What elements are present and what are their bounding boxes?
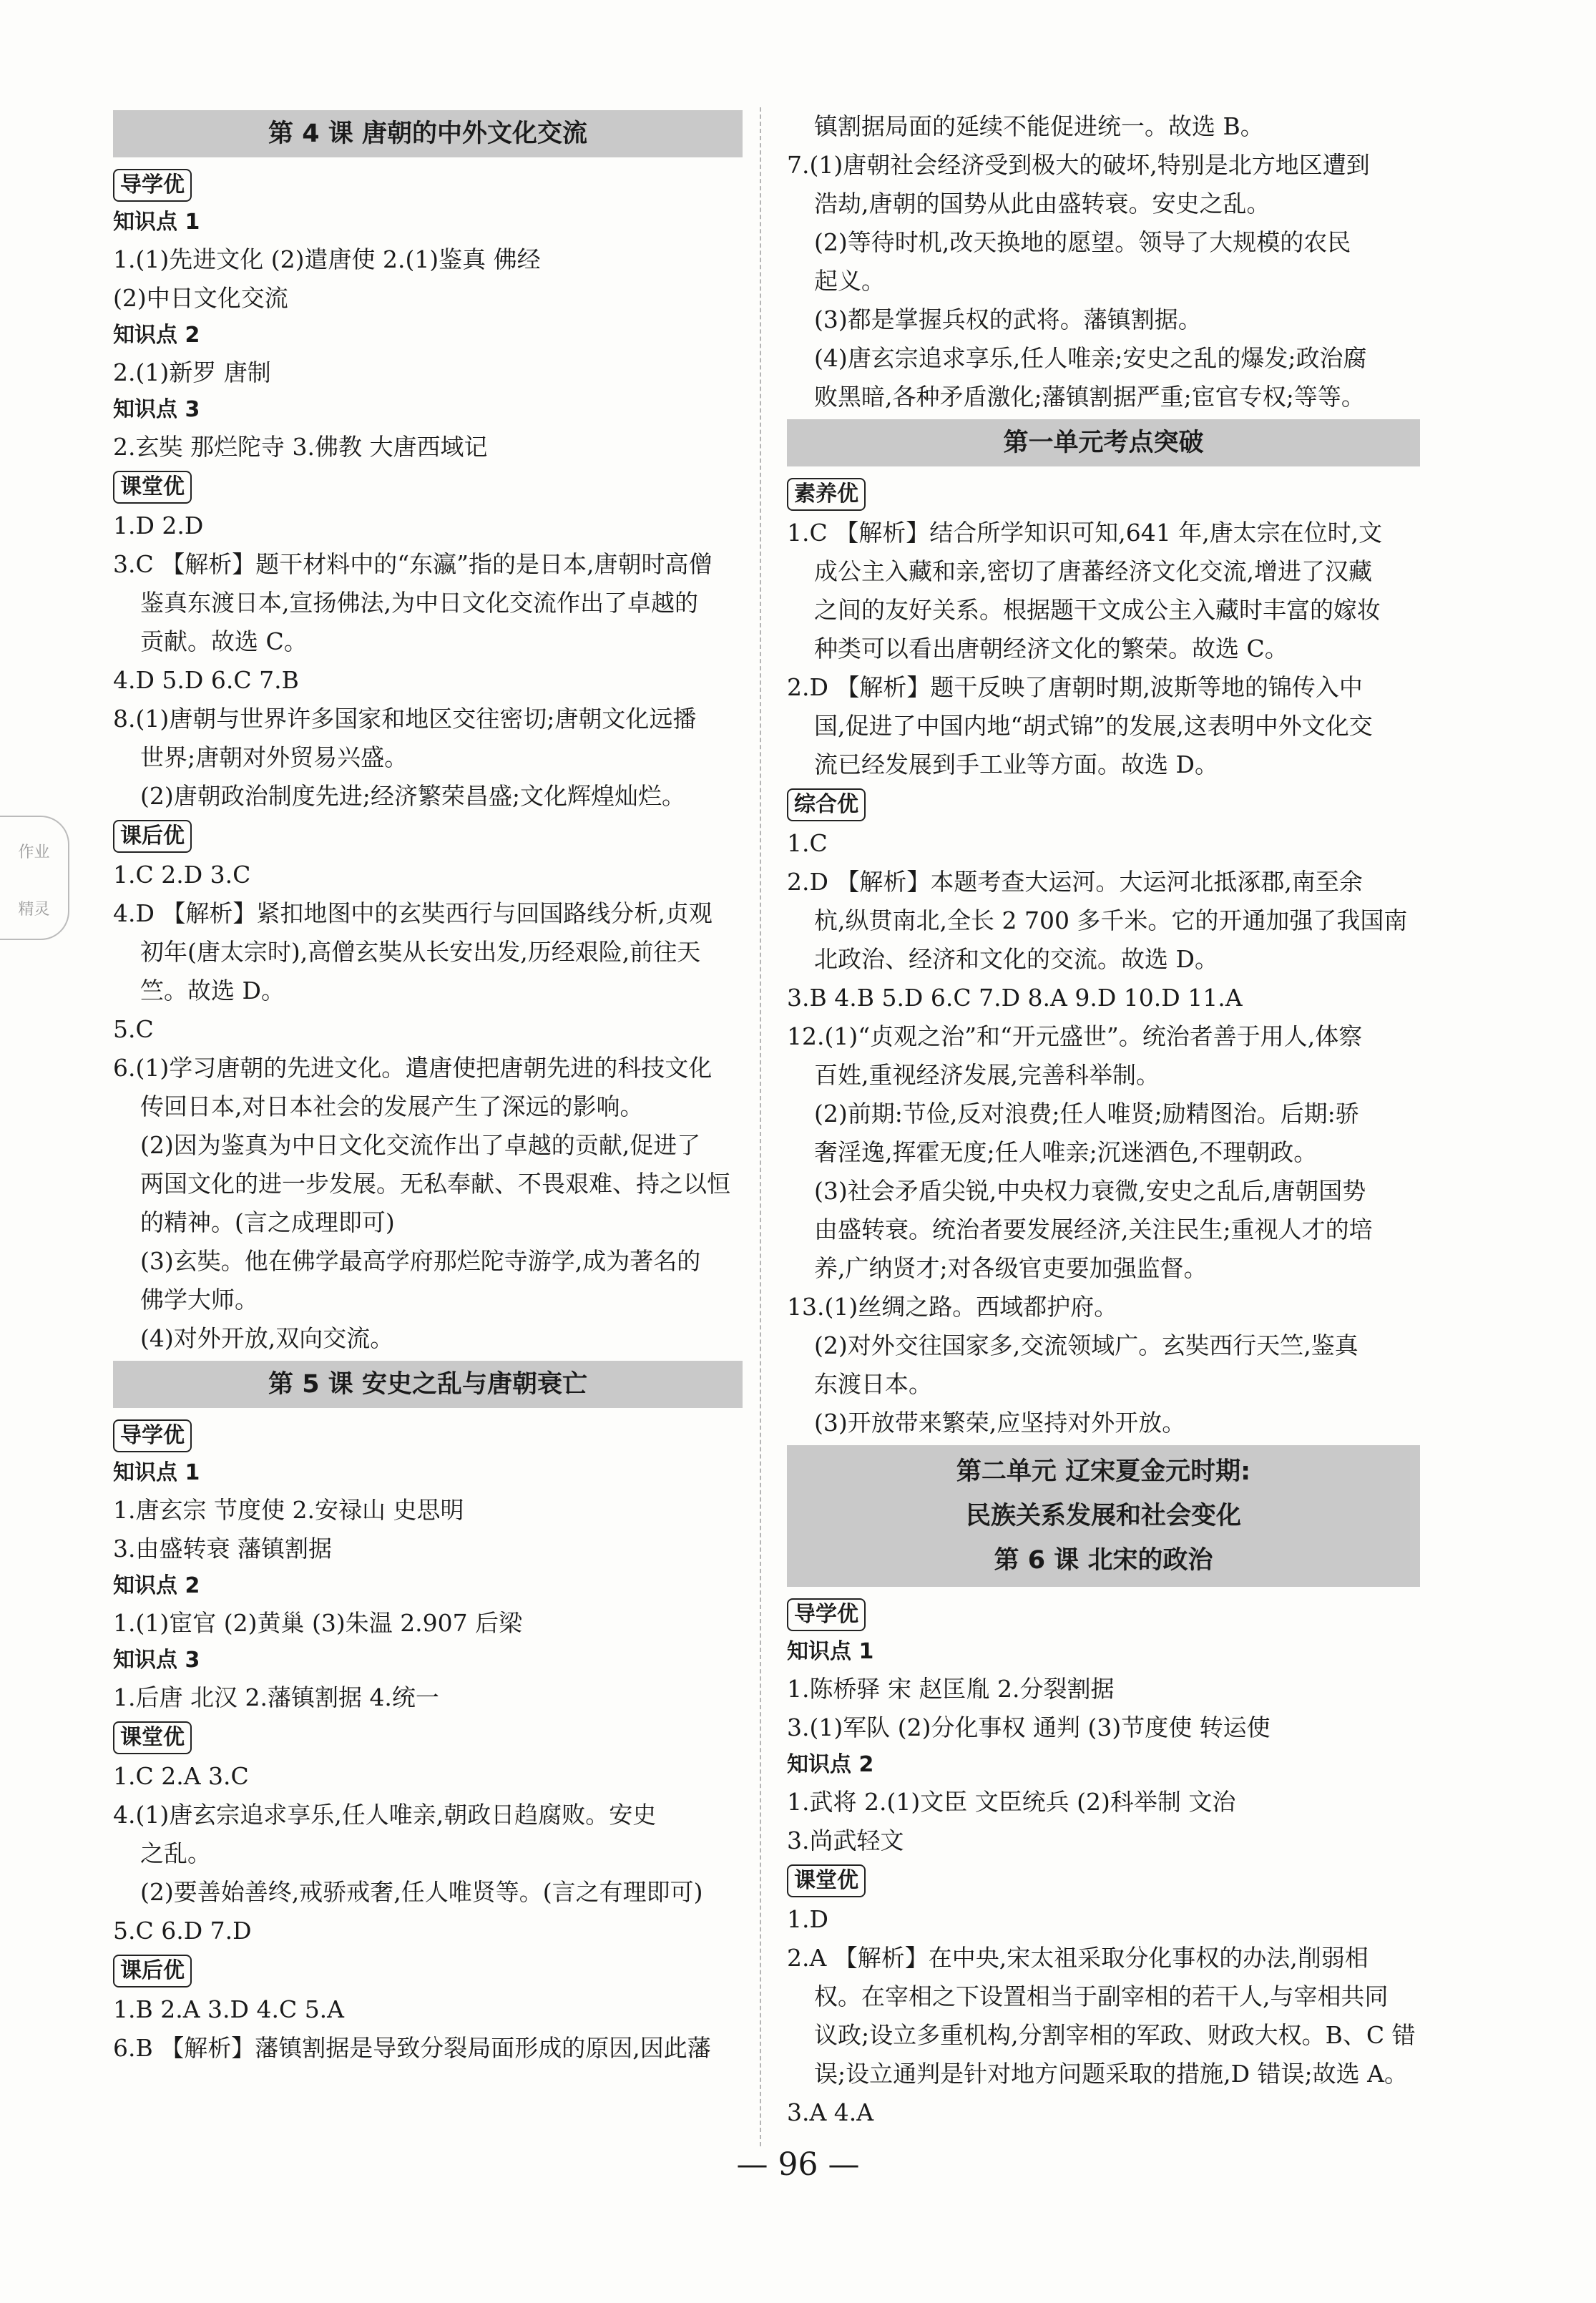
answer-line: 镇割据局面的延续不能促进统一。故选 B。: [814, 112, 1264, 140]
answer-line: (2)前期:节俭,反对浪费;任人唯贤;励精图治。后期:骄: [814, 1100, 1359, 1128]
answer-line: 3.B 4.B 5.D 6.C 7.D 8.A 9.D 10.D 11.A: [787, 984, 1243, 1012]
left-column: [113, 107, 743, 2068]
unit-banner-line: 第 6 课 北宋的政治: [994, 1546, 1213, 1575]
answer-line: 1.C 2.D 3.C: [113, 861, 251, 889]
answer-line: 之间的友好关系。根据题干文成公主入藏时丰富的嫁妆: [814, 596, 1381, 624]
answer-line: 6.B 【解析】藩镇割据是导致分裂局面形成的原因,因此藩: [113, 2034, 711, 2062]
answer-line: 7.(1)唐朝社会经济受到极大的破坏,特别是北方地区遭到: [787, 151, 1370, 179]
answer-line: 2.D 【解析】题干反映了唐朝时期,波斯等地的锦传入中: [787, 673, 1363, 701]
answer-line: 误;设立通判是针对地方问题采取的措施,D 错误;故选 A。: [814, 2060, 1408, 2088]
answer-line: 13.(1)丝绸之路。西域都护府。: [787, 1293, 1118, 1321]
badge-row: [787, 474, 1420, 514]
section-badge: 导学优: [113, 169, 192, 202]
badge-row: [113, 1950, 743, 1990]
answer-line: 北政治、经济和文化的交流。故选 D。: [814, 945, 1218, 973]
answer-line: 奢淫逸,挥霍无度;任人唯亲;沉迷酒色,不理朝政。: [814, 1138, 1318, 1166]
section-banner: 第 5 课 安史之乱与唐朝衰亡: [113, 1361, 743, 1408]
section-badge: 导学优: [787, 1598, 866, 1631]
answer-line: 1.武将 2.(1)文臣 文臣统兵 (2)科举制 文治: [787, 1788, 1236, 1816]
page-number: — 96 —: [736, 2146, 860, 2183]
section-banner: 第一单元考点突破: [787, 419, 1420, 466]
answer-line: 1.D: [787, 1905, 828, 1933]
answer-line: 3.C 【解析】题干材料中的“东瀛”指的是日本,唐朝时高僧: [113, 550, 713, 578]
answer-line: 12.(1)“贞观之治”和“开元盛世”。统治者善于用人,体察: [787, 1022, 1363, 1050]
section-badge: 课后优: [113, 820, 192, 853]
answer-line: 败黑暗,各种矛盾激化;藩镇割据严重;宦官专权;等等。: [814, 383, 1365, 411]
unit-banner: [787, 1445, 1420, 1587]
answer-line: 流已经发展到手工业等方面。故选 D。: [814, 750, 1218, 778]
answer-line: 两国文化的进一步发展。无私奉献、不畏艰难、持之以恒: [140, 1170, 730, 1198]
answer-line: 3.尚武轻文: [787, 1827, 904, 1854]
answer-line: 起义。: [814, 267, 885, 295]
stamp-text-2: 精灵: [18, 901, 50, 919]
answer-line: 8.(1)唐朝与世界许多国家和地区交往密切;唐朝文化远播: [113, 705, 697, 733]
answer-line: 5.C: [113, 1015, 154, 1043]
answer-line: 之乱。: [140, 1839, 211, 1867]
badge-row: [113, 1415, 743, 1455]
answer-line: 养,广纳贤才;对各级官吏要加强监督。: [814, 1254, 1208, 1282]
answer-line: 1.B 2.A 3.D 4.C 5.A: [113, 1995, 345, 2023]
section-badge: 课堂优: [113, 471, 192, 504]
answer-line: (2)中日文化交流: [113, 284, 288, 312]
answer-line: 4.D 5.D 6.C 7.B: [113, 666, 299, 694]
answer-line: 1.唐玄宗 节度使 2.安禄山 史思明: [113, 1496, 464, 1524]
knowledge-point-heading: 知识点 2: [113, 1573, 200, 1598]
answer-line: 5.C 6.D 7.D: [113, 1917, 252, 1945]
answer-line: 的精神。(言之成理即可): [140, 1208, 395, 1236]
answer-line: 1.陈桥驿 宋 赵匡胤 2.分裂割据: [787, 1675, 1115, 1703]
badge-row: [787, 784, 1420, 824]
answer-line: 百姓,重视经济发展,完善科举制。: [814, 1061, 1160, 1089]
section-badge: 素养优: [787, 478, 866, 511]
answer-line: (4)对外开放,双向交流。: [140, 1324, 394, 1352]
answer-line: 1.C: [787, 829, 828, 857]
answer-line: 1.(1)先进文化 (2)遣唐使 2.(1)鉴真 佛经: [113, 245, 541, 273]
right-column: [787, 107, 1420, 2132]
homework-stamp: [0, 816, 69, 940]
section-badge: 课堂优: [113, 1721, 192, 1754]
answer-line: 初年(唐太宗时),高僧玄奘从长安出发,历经艰险,前往天: [140, 938, 701, 966]
section-banner: 第 4 课 唐朝的中外文化交流: [113, 110, 743, 157]
badge-row: [787, 1594, 1420, 1634]
answer-line: 国,促进了中国内地“胡式锦”的发展,这表明中外文化交: [814, 712, 1373, 740]
answer-line: (2)对外交往国家多,交流领域广。玄奘西行天竺,鉴真: [814, 1331, 1358, 1359]
section-badge: 课后优: [113, 1955, 192, 1987]
badge-row: [113, 466, 743, 507]
answer-line: 3.(1)军队 (2)分化事权 通判 (3)节度使 转运使: [787, 1713, 1271, 1741]
answer-line: 贡献。故选 C。: [140, 627, 308, 655]
answer-line: 成公主入藏和亲,密切了唐蕃经济文化交流,增进了汉藏: [814, 557, 1372, 585]
knowledge-point-heading: 知识点 3: [113, 1648, 200, 1673]
answer-line: 由盛转衰。统治者要发展经济,关注民生;重视人才的培: [814, 1216, 1373, 1243]
answer-line: 传回日本,对日本社会的发展产生了深远的影响。: [140, 1092, 644, 1120]
answer-line: 1.(1)宦官 (2)黄巢 (3)朱温 2.907 后梁: [113, 1609, 523, 1637]
answer-line: 1.D 2.D: [113, 512, 204, 539]
answer-line: (4)唐玄宗追求享乐,任人唯亲;安史之乱的爆发;政治腐: [814, 344, 1367, 372]
answer-line: (2)要善始善终,戒骄戒奢,任人唯贤等。(言之有理即可): [140, 1878, 703, 1906]
knowledge-point-heading: 知识点 1: [113, 210, 200, 235]
answer-line: (2)因为鉴真为中日文化交流作出了卓越的贡献,促进了: [140, 1131, 701, 1159]
answer-line: (3)都是掌握兵权的武将。藩镇割据。: [814, 305, 1202, 333]
answer-line: 鉴真东渡日本,宣扬佛法,为中日文化交流作出了卓越的: [140, 589, 698, 617]
answer-line: 2.(1)新罗 唐制: [113, 358, 271, 386]
answer-line: 2.A 【解析】在中央,宋太祖采取分化事权的办法,削弱相: [787, 1944, 1369, 1972]
answer-line: 1.后唐 北汉 2.藩镇割据 4.统一: [113, 1683, 439, 1711]
badge-row: [113, 816, 743, 856]
knowledge-point-heading: 知识点 2: [787, 1752, 874, 1777]
answer-line: 6.(1)学习唐朝的先进文化。遣唐使把唐朝先进的科技文化: [113, 1054, 713, 1082]
answer-line: 1.C 2.A 3.C: [113, 1762, 249, 1790]
answer-line: (3)开放带来繁荣,应坚持对外开放。: [814, 1409, 1186, 1437]
unit-banner-line: 第二单元 辽宋夏金元时期:: [956, 1457, 1251, 1486]
section-badge: 导学优: [113, 1419, 192, 1452]
answer-line: (2)等待时机,改天换地的愿望。领导了大规模的农民: [814, 228, 1351, 256]
answer-line: 2.玄奘 那烂陀寺 3.佛教 大唐西域记: [113, 433, 488, 461]
answer-line: 1.C 【解析】结合所学知识可知,641 年,唐太宗在位时,文: [787, 519, 1383, 547]
answer-line: (2)唐朝政治制度先进;经济繁荣昌盛;文化辉煌灿烂。: [140, 782, 685, 810]
answer-line: 竺。故选 D。: [140, 977, 285, 1004]
answer-line: 3.由盛转衰 藩镇割据: [113, 1535, 332, 1563]
answer-line: (3)社会矛盾尖锐,中央权力衰微,安史之乱后,唐朝国势: [814, 1177, 1366, 1205]
badge-row: [113, 165, 743, 205]
column-divider: [760, 107, 761, 2146]
knowledge-point-heading: 知识点 2: [113, 323, 200, 348]
answer-line: 世界;唐朝对外贸易兴盛。: [140, 743, 408, 771]
answer-line: 浩劫,唐朝的国势从此由盛转衰。安史之乱。: [814, 190, 1271, 217]
unit-banner-line: 民族关系发展和社会变化: [965, 1502, 1241, 1530]
section-badge: 综合优: [787, 788, 866, 821]
knowledge-point-heading: 知识点 1: [787, 1639, 874, 1664]
answer-line: 4.D 【解析】紧扣地图中的玄奘西行与回国路线分析,贞观: [113, 899, 713, 927]
answer-line: 2.D 【解析】本题考查大运河。大运河北抵涿郡,南至余: [787, 868, 1363, 896]
answer-line: (3)玄奘。他在佛学最高学府那烂陀寺游学,成为著名的: [140, 1247, 701, 1275]
badge-row: [787, 1860, 1420, 1900]
answer-line: 议政;设立多重机构,分割宰相的军政、财政大权。B、C 错: [814, 2021, 1416, 2049]
answer-line: 种类可以看出唐朝经济文化的繁荣。故选 C。: [814, 635, 1288, 662]
answer-line: 权。在宰相之下设置相当于副宰相的若干人,与宰相共同: [814, 1982, 1389, 2010]
knowledge-point-heading: 知识点 3: [113, 397, 200, 422]
answer-line: 4.(1)唐玄宗追求享乐,任人唯亲,朝政日趋腐败。安史: [113, 1801, 657, 1829]
answer-line: 杭,纵贯南北,全长 2 700 多千米。它的开通加强了我国南: [814, 906, 1408, 934]
knowledge-point-heading: 知识点 1: [113, 1460, 200, 1485]
section-badge: 课堂优: [787, 1864, 866, 1897]
answer-line: 3.A 4.A: [787, 2098, 874, 2126]
badge-row: [113, 1717, 743, 1757]
stamp-text-1: 作业: [18, 844, 50, 861]
answer-line: 佛学大师。: [140, 1286, 258, 1314]
answer-line: 东渡日本。: [814, 1370, 932, 1398]
